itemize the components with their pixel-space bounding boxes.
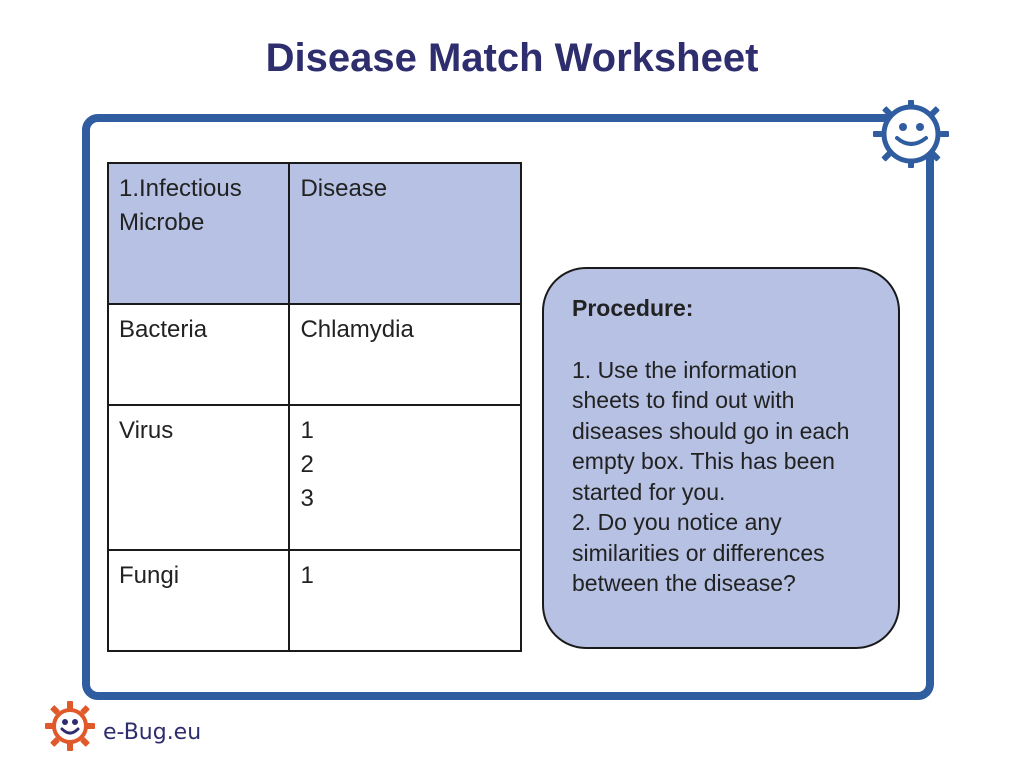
disease-cell[interactable] xyxy=(289,405,521,550)
disease-entry: 1 xyxy=(300,562,314,589)
microbe-cell: Virus xyxy=(108,405,289,550)
disease-entry: 2 xyxy=(300,451,314,478)
microbe-cell: Bacteria xyxy=(108,304,289,405)
disease-entry: 1 xyxy=(300,417,314,444)
procedure-box xyxy=(542,267,900,649)
disease-entry: Chlamydia xyxy=(300,316,414,343)
ebug-smiley-icon xyxy=(870,98,952,170)
disease-cell[interactable] xyxy=(289,304,521,405)
table-row xyxy=(108,405,521,550)
ebug-bacterium-icon xyxy=(44,700,96,752)
disease-cell[interactable] xyxy=(289,550,521,651)
header-microbe-cell: 1.Infectious Microbe xyxy=(108,163,289,304)
procedure-step: 1. Use the information sheets to find out with diseases should go in each empty box. This has been started for you. xyxy=(572,356,850,505)
table-header-row xyxy=(108,163,521,304)
procedure-heading: Procedure: xyxy=(572,295,694,321)
header-disease-cell: Disease xyxy=(289,163,521,304)
disease-match-table xyxy=(107,162,522,652)
page-title: Disease Match Worksheet xyxy=(265,36,759,80)
microbe-cell: Fungi xyxy=(108,550,289,651)
table-row xyxy=(108,304,521,405)
footer-brand-link[interactable]: e-Bug.eu xyxy=(103,720,202,745)
disease-entry: 3 xyxy=(300,485,314,512)
table-row xyxy=(108,550,521,651)
procedure-step: 2. Do you notice any similarities or differences between the disease? xyxy=(572,509,825,596)
